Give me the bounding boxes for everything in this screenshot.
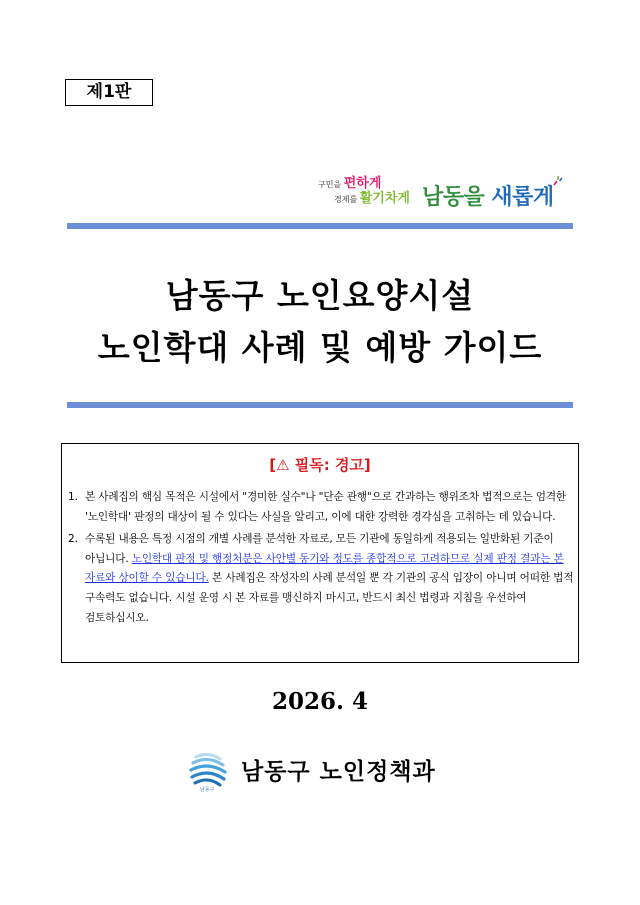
- warning-item-text-tail: 본 사례집은 작성자의 사례 분석일 뿐 각 기관의 공식 입장이 아니며 어떠한 법적 구속력도 없습니다. 시설 운영 시 본 자료를 맹신하지 마시고, 반드시 최신 법령과 지침을 우선하여 검토하십시오.: [85, 572, 574, 624]
- edition-label: 제1판: [65, 79, 153, 106]
- top-divider: [67, 223, 573, 229]
- warning-item-text: 본 사례집의 핵심 목적은 시설에서 "경미한 실수"나 "단순 관행"으로 간과하는 행위조차 법적으로는 엄격한 '노인학대' 판정의 대상이 될 수 있다는 사실을 알리고, 이에 대한 강력한 경각심을 고취하는 데 있습니다.: [85, 491, 567, 523]
- department-name: 남동구 노인정책과: [241, 759, 436, 785]
- sparkle-icon: [552, 175, 564, 187]
- emblem-caption: 남동구: [200, 787, 215, 793]
- district-emblem-icon: [186, 749, 230, 793]
- bottom-divider: [67, 402, 573, 408]
- slogan-brand: 남동을 새롭게: [422, 185, 554, 210]
- warning-item-number: 1.: [68, 491, 78, 503]
- district-slogan-logo: [318, 172, 568, 212]
- warning-heading: [⚠ 필독: 경고]: [269, 456, 371, 474]
- warning-item-text: 수록된 내용은 특정 시점의 개별 사례를 분석한 자료로, 모든 기관에 동일하게 적용되는 일반화된 기준이 아닙니다.: [85, 533, 554, 565]
- slogan-line-2: 경제를 활기차게: [334, 191, 410, 206]
- publication-date: 2026. 4: [271, 688, 369, 715]
- warning-emphasis-link: 노인학대 판정 및 행정처분은 사안별 동기와 정도를 종합적으로 고려하므로 실제 판정 결과는 본 자료와 상이할 수 있습니다.: [85, 552, 564, 585]
- warning-item-1: [68, 488, 574, 527]
- slogan-line-1: 구민을 편하게: [318, 176, 382, 191]
- warning-list: [68, 488, 574, 628]
- warning-item-2: [68, 530, 574, 628]
- warning-item-number: 2.: [68, 533, 78, 546]
- warning-box: [61, 443, 579, 663]
- document-title-line-2: 노인학대 사례 및 예방 가이드: [97, 328, 543, 367]
- document-title-line-1: 남동구 노인요양시설: [165, 276, 475, 315]
